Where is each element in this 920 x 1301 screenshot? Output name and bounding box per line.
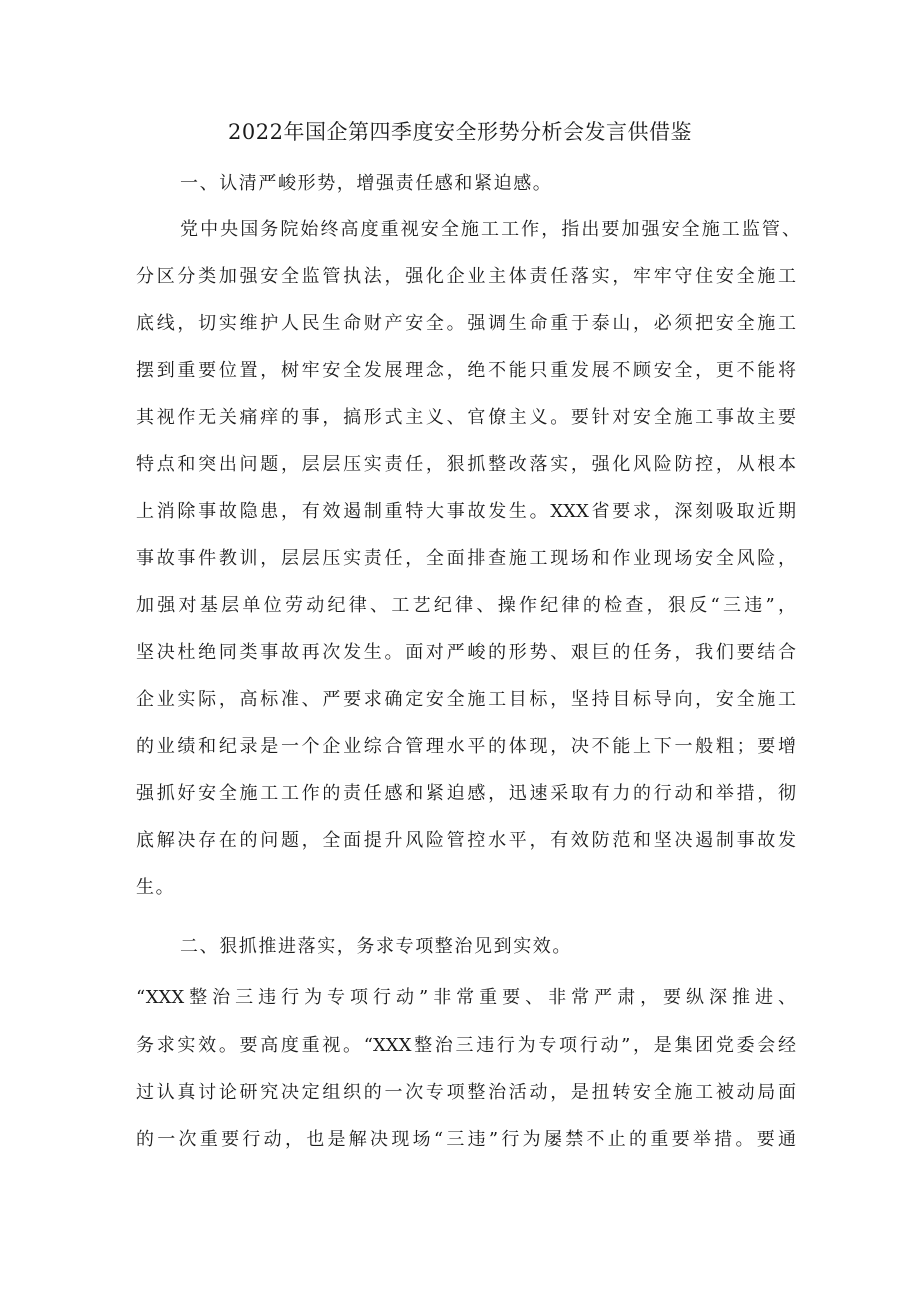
paragraph-line: 务求实效。要高度重视。“XXX整治三违行为专项行动”，是集团党委会经 xyxy=(136,1035,796,1056)
section-heading-2: 二、狠抓推进落实，务求专项整治见到实效。 xyxy=(180,936,572,957)
paragraph-line: 特点和突出问题，层层压实责任，狠抓整改落实，强化风险防控，从根本 xyxy=(136,454,796,475)
paragraph-line: 分区分类加强安全监管执法，强化企业主体责任落实，牢牢守住安全施工 xyxy=(136,266,796,287)
paragraph-line: 生。 xyxy=(136,877,176,898)
section-heading-1: 一、认清严峻形势，增强责任感和紧迫感。 xyxy=(180,173,553,194)
document-title: 2022年国企第四季度安全形势分析会发言供借鉴 xyxy=(228,120,692,144)
paragraph-line: 事故事件教训，层层压实责任，全面排查施工现场和作业现场安全风险， xyxy=(136,548,796,569)
paragraph-line: 加强对基层单位劳动纪律、工艺纪律、操作纪律的检查，狠反“三违”， xyxy=(136,595,796,616)
paragraph-line: 坚决杜绝同类事故再次发生。面对严峻的形势、艰巨的任务，我们要结合 xyxy=(136,642,796,663)
paragraph-line: 党中央国务院始终高度重视安全施工工作，指出要加强安全施工监管、 xyxy=(180,219,800,240)
paragraph-line: 企业实际，高标准、严要求确定安全施工目标，坚持目标导向，安全施工 xyxy=(136,689,796,710)
paragraph-line: 过认真讨论研究决定组织的一次专项整治活动，是扭转安全施工被动局面 xyxy=(136,1082,796,1103)
paragraph-line: “XXX整治三违行为专项行动”非常重要、非常严肃，要纵深推进、 xyxy=(136,987,796,1008)
paragraph-line: 上消除事故隐患，有效遏制重特大事故发生。XXX省要求，深刻吸取近期 xyxy=(136,501,796,522)
paragraph-line: 的业绩和纪录是一个企业综合管理水平的体现，决不能上下一般粗；要增 xyxy=(136,736,796,757)
paragraph-line: 的一次重要行动，也是解决现场“三违”行为屡禁不止的重要举措。要通 xyxy=(136,1129,796,1150)
paragraph-line: 底解决存在的问题，全面提升风险管控水平，有效防范和坚决遏制事故发 xyxy=(136,830,796,851)
paragraph-line: 强抓好安全施工工作的责任感和紧迫感，迅速采取有力的行动和举措，彻 xyxy=(136,783,796,804)
paragraph-line: 底线，切实维护人民生命财产安全。强调生命重于泰山，必须把安全施工 xyxy=(136,313,796,334)
paragraph-line: 摆到重要位置，树牢安全发展理念，绝不能只重发展不顾安全，更不能将 xyxy=(136,360,796,381)
paragraph-line: 其视作无关痛痒的事，搞形式主义、官僚主义。要针对安全施工事故主要 xyxy=(136,407,796,428)
